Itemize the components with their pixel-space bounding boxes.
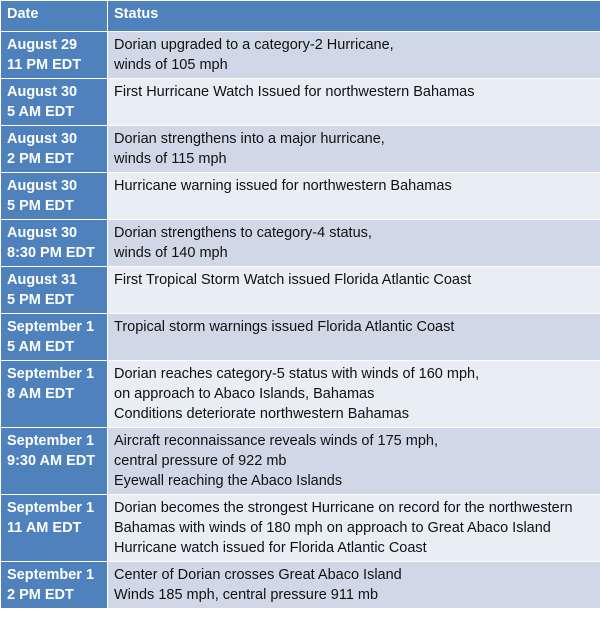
status-line: Hurricane watch issued for Florida Atlantic Coast [114, 540, 427, 556]
table-row [1, 428, 600, 495]
status-cell [108, 173, 600, 220]
date-line: September 1 [7, 567, 95, 583]
status-column-header: Status [108, 1, 600, 32]
status-line: Dorian strengthens into a major hurricane, [114, 131, 385, 147]
status-cell [108, 495, 600, 562]
date-line: 2 PM EDT [7, 151, 74, 167]
status-line: on approach to Abaco Islands, Bahamas [114, 386, 375, 402]
date-line: August 31 [7, 272, 78, 288]
status-line: winds of 105 mph [114, 57, 228, 73]
table-row [1, 314, 600, 361]
status-line: Dorian strengthens to category-4 status, [114, 225, 372, 241]
date-line: September 1 [7, 366, 95, 382]
status-cell [108, 220, 600, 267]
date-line: August 30 [7, 225, 78, 241]
table-row [1, 173, 600, 220]
date-line: 8 AM EDT [7, 386, 75, 402]
status-cell [108, 314, 600, 361]
table-row [1, 267, 600, 314]
status-cell [108, 428, 600, 495]
status-line: Winds 185 mph, central pressure 911 mb [114, 587, 379, 603]
date-line: 2 PM EDT [7, 587, 74, 603]
date-line: 11 PM EDT [7, 57, 82, 73]
status-line: Eyewall reaching the Abaco Islands [114, 473, 343, 489]
date-cell [1, 267, 108, 314]
status-line: Dorian becomes the strongest Hurricane on record for the northwestern [114, 500, 573, 516]
status-cell [108, 79, 600, 126]
date-cell [1, 32, 108, 79]
date-cell [1, 220, 108, 267]
date-line: 8:30 PM EDT [7, 245, 95, 261]
status-line: Hurricane warning issued for northwestern Bahamas [114, 178, 452, 194]
date-line: August 29 [7, 37, 78, 53]
date-line: August 30 [7, 84, 78, 100]
table-row [1, 126, 600, 173]
status-line: Dorian reaches category-5 status with winds of 160 mph, [114, 366, 480, 382]
date-cell [1, 428, 108, 495]
table-row [1, 361, 600, 428]
status-line: First Tropical Storm Watch issued Florida Atlantic Coast [114, 272, 472, 288]
date-line: 5 PM EDT [7, 198, 74, 214]
status-line: Bahamas with winds of 180 mph on approach to Great Abaco Island [114, 520, 551, 536]
date-line: 11 AM EDT [7, 520, 82, 536]
date-cell [1, 173, 108, 220]
date-line: August 30 [7, 178, 78, 194]
status-cell [108, 361, 600, 428]
status-cell [108, 126, 600, 173]
date-line: 5 AM EDT [7, 339, 75, 355]
status-cell [108, 562, 600, 609]
status-line: winds of 140 mph [114, 245, 228, 261]
timeline-body [1, 32, 600, 609]
table-row [1, 562, 600, 609]
table-row [1, 32, 600, 79]
status-line: central pressure of 922 mb [114, 453, 287, 469]
date-line: 5 PM EDT [7, 292, 74, 308]
status-line: Center of Dorian crosses Great Abaco Island [114, 567, 402, 583]
date-line: September 1 [7, 433, 95, 449]
status-line: Conditions deteriorate northwestern Bahamas [114, 406, 409, 422]
status-cell [108, 32, 600, 79]
date-line: September 1 [7, 500, 95, 516]
table-row [1, 220, 600, 267]
table-row [1, 79, 600, 126]
date-line: 9:30 AM EDT [7, 453, 96, 469]
date-cell [1, 79, 108, 126]
status-line: Tropical storm warnings issued Florida Atlantic Coast [114, 319, 455, 335]
date-cell [1, 562, 108, 609]
status-line: First Hurricane Watch Issued for northwestern Bahamas [114, 84, 475, 100]
date-cell [1, 495, 108, 562]
date-line: September 1 [7, 319, 95, 335]
date-cell [1, 126, 108, 173]
status-line: winds of 115 mph [114, 151, 227, 167]
table-row [1, 495, 600, 562]
date-line: August 30 [7, 131, 78, 147]
date-column-header: Date [1, 1, 108, 32]
status-line: Aircraft reconnaissance reveals winds of 175 mph, [114, 433, 438, 449]
status-cell [108, 267, 600, 314]
date-cell [1, 314, 108, 361]
status-line: Dorian upgraded to a category-2 Hurricane, [114, 37, 394, 53]
date-line: 5 AM EDT [7, 104, 75, 120]
date-cell [1, 361, 108, 428]
header-row [1, 1, 600, 32]
